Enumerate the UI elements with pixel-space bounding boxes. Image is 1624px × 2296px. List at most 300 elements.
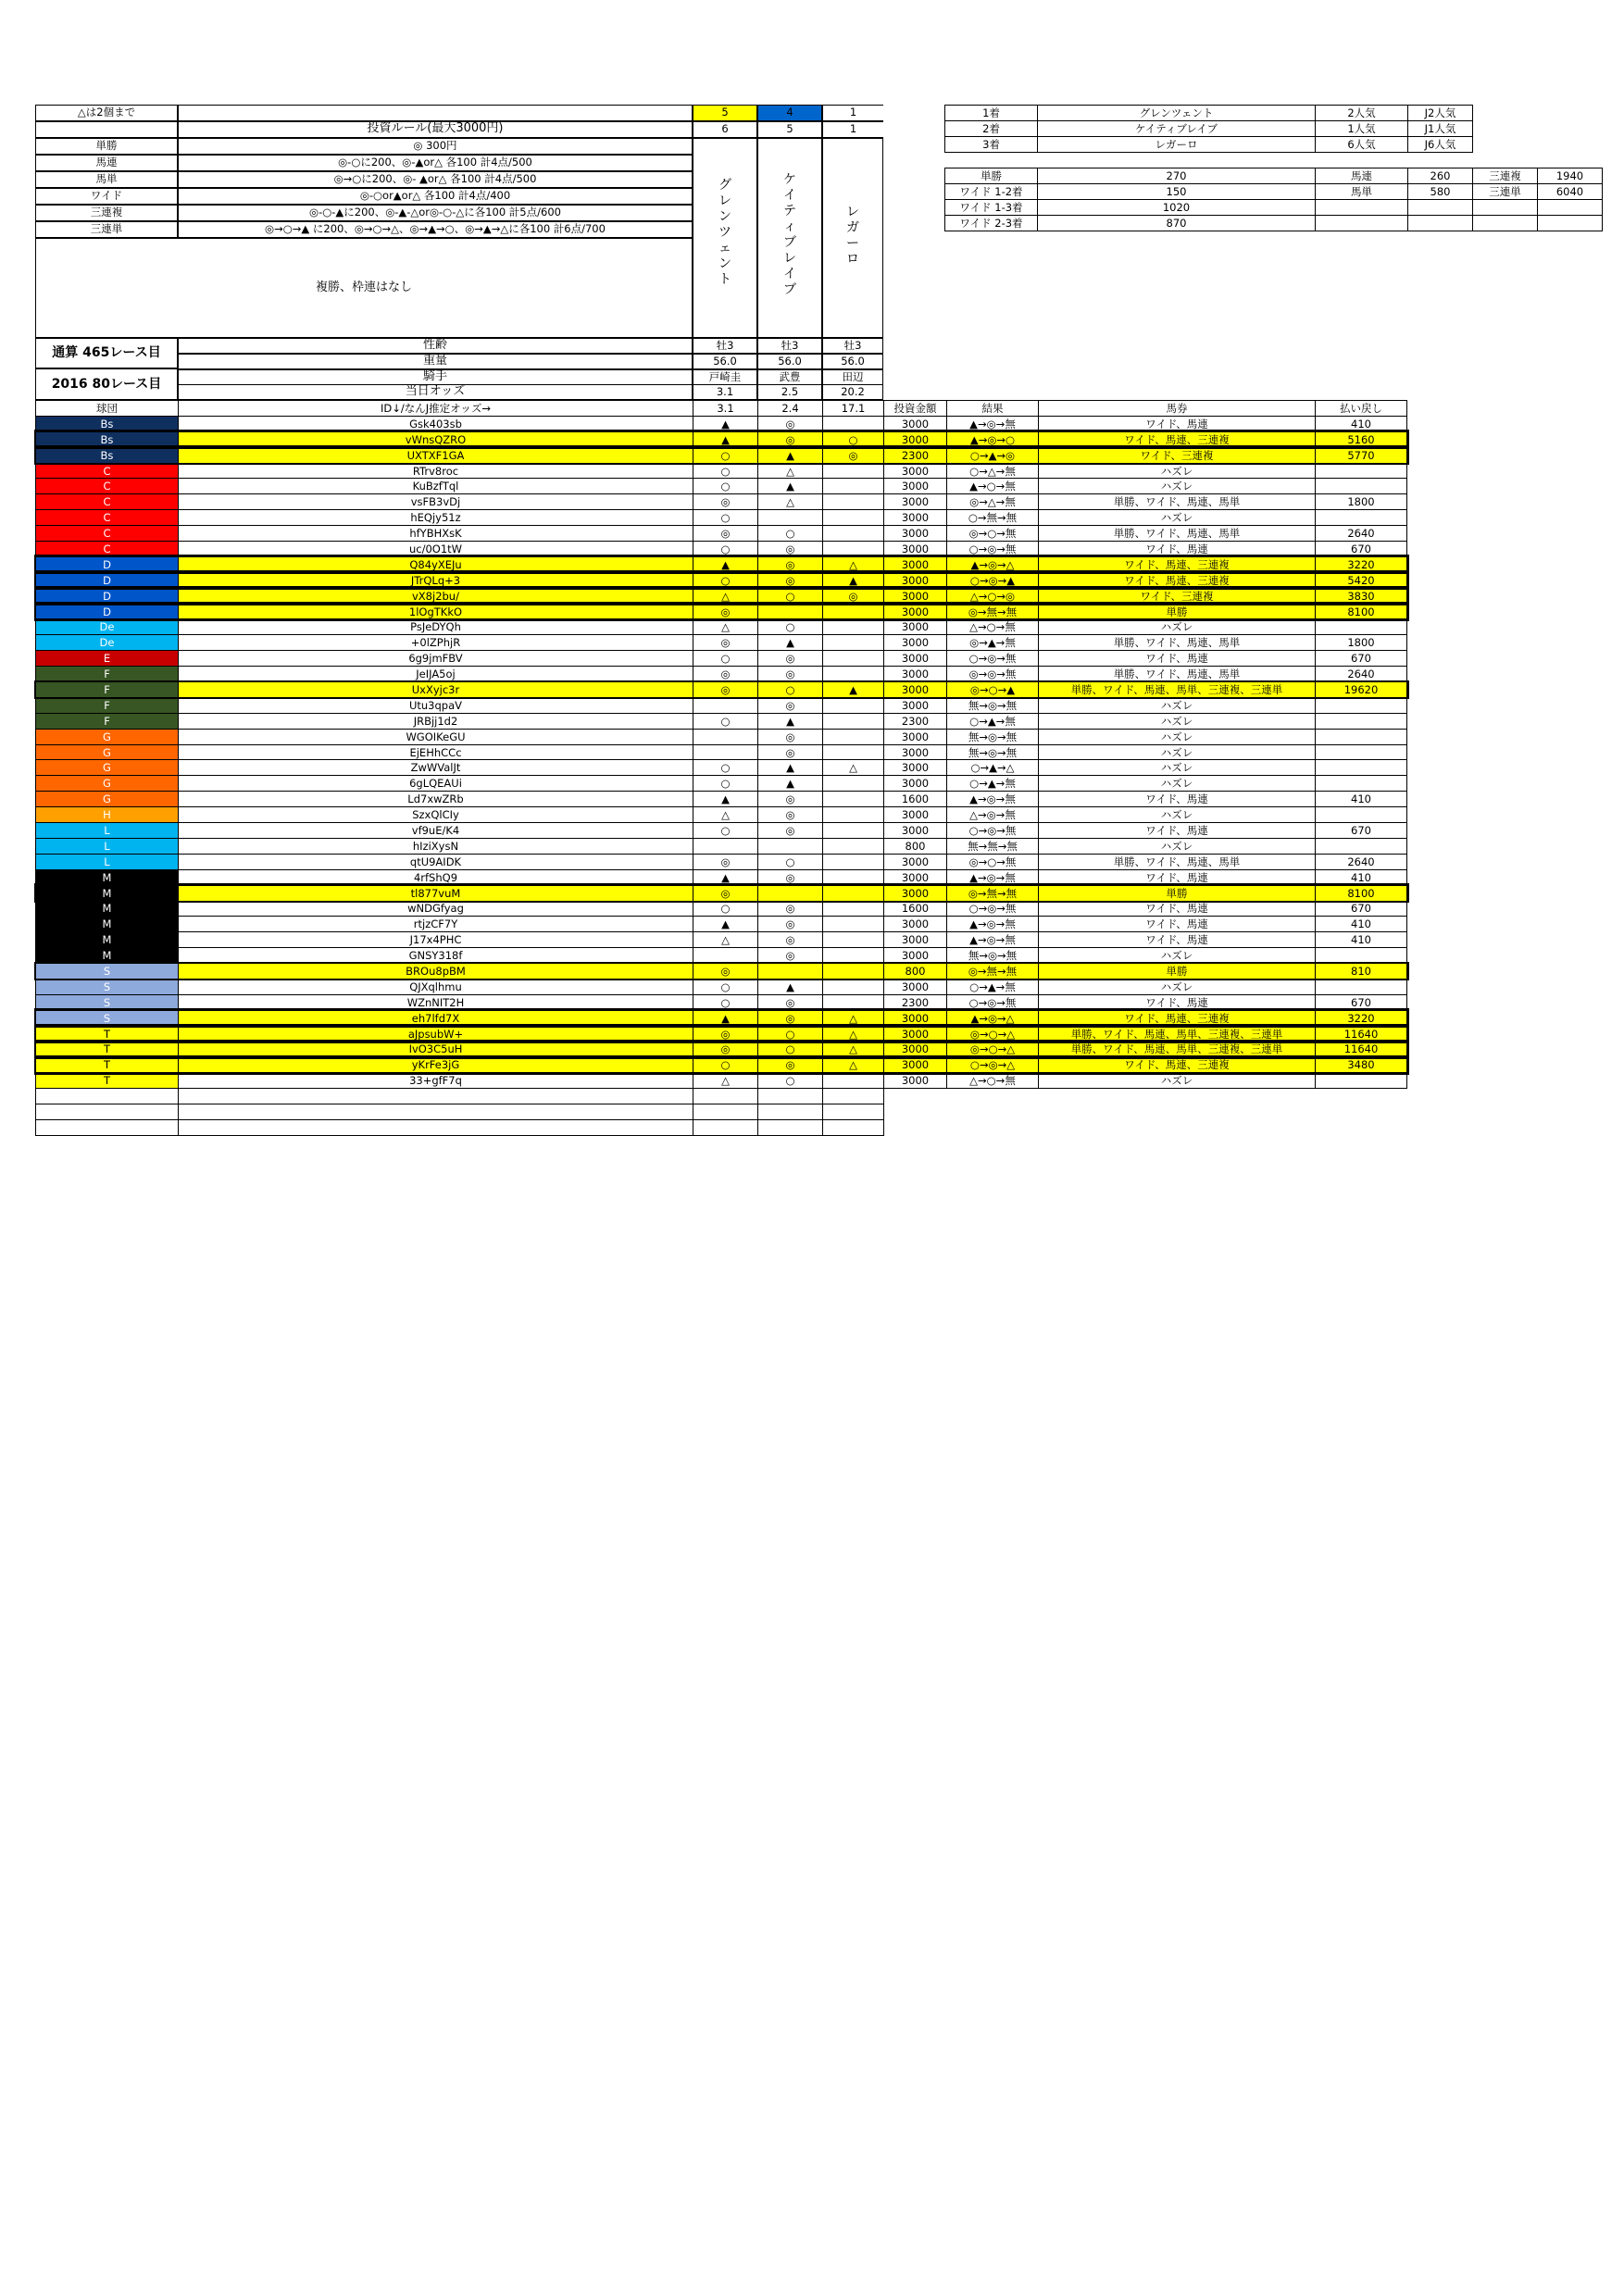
empty-cell <box>823 1119 884 1135</box>
data-cell: BROu8pBM <box>179 964 693 980</box>
header-cell: 結果 <box>947 401 1039 417</box>
data-cell: ◎→○→△ <box>947 1026 1039 1042</box>
payout-cell: 馬単 <box>1316 183 1408 199</box>
data-cell: ◎ <box>693 964 758 980</box>
payout-cell: 三連単 <box>1473 183 1538 199</box>
empty-cell <box>758 1089 823 1104</box>
table-row <box>36 416 1407 431</box>
data-cell <box>1316 729 1407 744</box>
empty-cell <box>758 1104 823 1120</box>
team-cell: De <box>36 635 179 651</box>
data-cell <box>823 542 884 557</box>
finish-cell: レガーロ <box>1038 136 1316 152</box>
data-cell <box>823 494 884 510</box>
data-cell: ▲ <box>758 713 823 729</box>
rule-bet-type: 三連単 <box>35 221 178 238</box>
data-cell: ハズレ <box>1039 948 1316 964</box>
data-cell: △ <box>823 1042 884 1057</box>
data-cell: ハズレ <box>1039 479 1316 494</box>
finish-cell: グレンツェント <box>1038 106 1316 121</box>
empty-cell <box>179 1104 693 1120</box>
data-cell: ハズレ <box>1039 510 1316 526</box>
data-cell: ◎ <box>758 948 823 964</box>
data-cell: 3000 <box>884 651 947 667</box>
rule-bet-type: 馬単 <box>35 171 178 188</box>
payout-cell: 1940 <box>1538 168 1603 184</box>
data-cell: 無→◎→無 <box>947 744 1039 760</box>
data-cell: △ <box>693 1073 758 1089</box>
data-cell <box>823 901 884 917</box>
data-cell <box>1316 713 1407 729</box>
team-cell: Bs <box>36 431 179 447</box>
table-row <box>36 917 1407 932</box>
data-cell: 3000 <box>884 619 947 635</box>
data-cell: 3000 <box>884 1026 947 1042</box>
data-cell: ▲ <box>758 447 823 463</box>
data-cell <box>823 667 884 682</box>
info-value: 2.5 <box>757 384 822 400</box>
rule-bet-type: 単勝 <box>35 138 178 155</box>
table-row <box>36 713 1407 729</box>
data-cell: 3000 <box>884 979 947 994</box>
data-cell <box>1316 510 1407 526</box>
data-cell: 3830 <box>1316 588 1407 604</box>
data-cell: ▲→◎→無 <box>947 792 1039 807</box>
rule-text: ◎-○に200、◎-▲or△ 各100 計4点/500 <box>178 155 693 171</box>
data-cell: 3000 <box>884 744 947 760</box>
team-cell: C <box>36 542 179 557</box>
data-cell: ハズレ <box>1039 697 1316 713</box>
payout-cell: 馬連 <box>1316 168 1408 184</box>
data-cell <box>1316 744 1407 760</box>
finish-cell: 2人気 <box>1316 106 1408 121</box>
data-cell <box>693 729 758 744</box>
data-cell: ◎ <box>758 932 823 948</box>
data-cell: 無→◎→無 <box>947 948 1039 964</box>
team-cell: D <box>36 556 179 572</box>
table-row <box>36 807 1407 823</box>
data-cell: uc/0O1tW <box>179 542 693 557</box>
team-cell: T <box>36 1057 179 1073</box>
data-cell: ◎ <box>693 682 758 698</box>
data-cell: 3220 <box>1316 556 1407 572</box>
data-cell: ワイド、馬連 <box>1039 416 1316 431</box>
data-cell: ○ <box>693 1057 758 1073</box>
data-cell: QJXqlhmu <box>179 979 693 994</box>
data-cell: ○→◎→無 <box>947 901 1039 917</box>
data-cell: ◎ <box>693 494 758 510</box>
data-cell: 410 <box>1316 932 1407 948</box>
team-cell: G <box>36 729 179 744</box>
data-cell <box>823 964 884 980</box>
data-cell: ○→◎→無 <box>947 651 1039 667</box>
data-cell: ▲ <box>758 635 823 651</box>
data-cell: rtjzCF7Y <box>179 917 693 932</box>
blank <box>884 1119 1407 1135</box>
popularity: 6 <box>693 121 757 138</box>
data-cell: yKrFe3jG <box>179 1057 693 1073</box>
team-cell: S <box>36 979 179 994</box>
table-row <box>36 635 1407 651</box>
data-cell: △ <box>823 556 884 572</box>
data-cell: 3000 <box>884 604 947 619</box>
popularity: 5 <box>757 121 822 138</box>
data-cell: 単勝、ワイド、馬連、馬単 <box>1039 635 1316 651</box>
data-cell <box>758 838 823 854</box>
team-cell: M <box>36 948 179 964</box>
data-cell: ◎ <box>758 823 823 839</box>
team-cell: H <box>36 807 179 823</box>
data-cell: ○ <box>758 526 823 542</box>
data-cell <box>823 932 884 948</box>
data-cell: ◎ <box>758 697 823 713</box>
data-cell <box>1316 979 1407 994</box>
data-cell: ○→▲→無 <box>947 713 1039 729</box>
finish-cell: 1着 <box>945 106 1038 121</box>
data-cell: ◎ <box>758 1010 823 1026</box>
data-cell <box>1316 619 1407 635</box>
table-row <box>36 776 1407 792</box>
data-cell: 2300 <box>884 994 947 1010</box>
table-row <box>36 792 1407 807</box>
data-cell: ○ <box>693 510 758 526</box>
data-cell: ◎ <box>758 572 823 588</box>
data-cell: ▲ <box>823 682 884 698</box>
payout-cell: 260 <box>1408 168 1473 184</box>
data-cell: ◎→◎→無 <box>947 667 1039 682</box>
horse-name: グレンツェント <box>718 178 731 287</box>
data-cell <box>823 823 884 839</box>
data-cell: Ld7xwZRb <box>179 792 693 807</box>
data-cell: 単勝 <box>1039 964 1316 980</box>
data-cell: 3000 <box>884 760 947 776</box>
table-row <box>36 447 1407 463</box>
team-cell: D <box>36 604 179 619</box>
table-row <box>36 932 1407 948</box>
data-cell: JeIJA5oj <box>179 667 693 682</box>
rule-text: ◎-○or▲or△ 各100 計4点/400 <box>178 188 693 205</box>
data-cell: 1lOgTKkO <box>179 604 693 619</box>
data-cell: △ <box>823 1057 884 1073</box>
data-cell: 無→◎→無 <box>947 697 1039 713</box>
data-cell: ◎→▲→無 <box>947 635 1039 651</box>
data-cell: ◎→無→無 <box>947 604 1039 619</box>
data-cell <box>823 619 884 635</box>
finish-cell: J6人気 <box>1408 136 1473 152</box>
finish-row <box>945 120 1473 136</box>
table-row <box>36 526 1407 542</box>
team-cell: T <box>36 1026 179 1042</box>
empty-cell <box>36 1104 179 1120</box>
data-cell <box>823 729 884 744</box>
data-cell: 3000 <box>884 697 947 713</box>
note: 複勝、枠連はなし <box>35 238 693 338</box>
data-cell: 2640 <box>1316 526 1407 542</box>
data-cell: ○ <box>693 542 758 557</box>
data-cell <box>693 948 758 964</box>
payout-cell: 6040 <box>1538 183 1603 199</box>
data-cell: ワイド、馬連 <box>1039 917 1316 932</box>
data-cell: ○ <box>823 431 884 447</box>
team-cell: M <box>36 932 179 948</box>
data-cell: 11640 <box>1316 1026 1407 1042</box>
data-cell: ○ <box>693 979 758 994</box>
data-cell <box>823 697 884 713</box>
data-cell: ○ <box>693 463 758 479</box>
table-row <box>36 979 1407 994</box>
data-cell <box>758 604 823 619</box>
team-cell: C <box>36 494 179 510</box>
team-cell: M <box>36 901 179 917</box>
data-cell: ▲→◎→無 <box>947 869 1039 885</box>
data-cell: 単勝、ワイド、馬連、馬単 <box>1039 854 1316 869</box>
data-cell: hfYBHXsK <box>179 526 693 542</box>
data-cell: ◎→無→無 <box>947 964 1039 980</box>
data-cell: GNSY318f <box>179 948 693 964</box>
data-cell: ◎→○→無 <box>947 526 1039 542</box>
data-cell: ◎ <box>758 994 823 1010</box>
data-cell: wNDGfyag <box>179 901 693 917</box>
data-cell: ◎ <box>693 635 758 651</box>
prediction-table <box>35 400 1407 1136</box>
team-cell: M <box>36 885 179 901</box>
team-cell: Bs <box>36 416 179 431</box>
team-cell: G <box>36 760 179 776</box>
data-cell: ▲→◎→△ <box>947 556 1039 572</box>
data-cell: △ <box>693 588 758 604</box>
team-cell: L <box>36 823 179 839</box>
info-value: 戸崎圭 <box>693 369 757 385</box>
table-row <box>36 604 1407 619</box>
data-cell: △ <box>758 494 823 510</box>
data-cell: 3000 <box>884 885 947 901</box>
team-cell: F <box>36 697 179 713</box>
data-cell: △→◎→無 <box>947 807 1039 823</box>
team-cell: M <box>36 869 179 885</box>
data-cell: ◎→無→無 <box>947 885 1039 901</box>
data-cell <box>1316 1073 1407 1089</box>
data-cell: ◎ <box>758 431 823 447</box>
data-cell: ▲→◎→無 <box>947 917 1039 932</box>
data-cell: ▲ <box>758 776 823 792</box>
data-cell: ▲ <box>693 1010 758 1026</box>
data-cell <box>823 463 884 479</box>
data-cell: ◎ <box>758 416 823 431</box>
data-cell <box>823 635 884 651</box>
data-cell: hIziXysN <box>179 838 693 854</box>
data-cell: ○ <box>693 479 758 494</box>
data-cell: ◎ <box>693 885 758 901</box>
data-cell: 3000 <box>884 776 947 792</box>
data-cell <box>823 869 884 885</box>
data-cell: 3000 <box>884 510 947 526</box>
payout-cell <box>1316 215 1408 231</box>
data-cell: Gsk403sb <box>179 416 693 431</box>
table-row <box>36 479 1407 494</box>
finish-cell: 3着 <box>945 136 1038 152</box>
data-cell: 1800 <box>1316 635 1407 651</box>
empty-row <box>36 1104 1407 1120</box>
info-value: 武豊 <box>757 369 822 385</box>
popularity: 1 <box>822 121 883 138</box>
table-row <box>36 885 1407 901</box>
header-cell: 17.1 <box>823 401 884 417</box>
data-cell <box>823 604 884 619</box>
empty-row <box>36 1089 1407 1104</box>
table-row <box>36 682 1407 698</box>
team-cell: F <box>36 667 179 682</box>
info-label: 重量 <box>178 354 693 369</box>
data-cell: ○→▲→無 <box>947 776 1039 792</box>
finish-cell: J2人気 <box>1408 106 1473 121</box>
table-row <box>36 823 1407 839</box>
data-cell: ワイド、三連複 <box>1039 588 1316 604</box>
data-cell: ハズレ <box>1039 619 1316 635</box>
table-row <box>36 697 1407 713</box>
table-row <box>36 1073 1407 1089</box>
info-value: 牡3 <box>822 338 883 354</box>
data-cell: ▲ <box>693 556 758 572</box>
payout-cell: 580 <box>1408 183 1473 199</box>
data-cell: qtU9AIDK <box>179 854 693 869</box>
empty-cell <box>693 1119 758 1135</box>
data-cell: ▲ <box>693 416 758 431</box>
team-cell: L <box>36 838 179 854</box>
data-cell: 3000 <box>884 635 947 651</box>
data-cell: ◎ <box>823 447 884 463</box>
table-header <box>36 401 1407 417</box>
data-cell: ワイド、馬連 <box>1039 932 1316 948</box>
data-cell: 3000 <box>884 1057 947 1073</box>
data-cell: 3000 <box>884 729 947 744</box>
data-cell: ▲ <box>758 479 823 494</box>
data-cell: 3000 <box>884 494 947 510</box>
data-cell: ○→▲→△ <box>947 760 1039 776</box>
data-cell: 3480 <box>1316 1057 1407 1073</box>
header-cell: 投資金額 <box>884 401 947 417</box>
table-row <box>36 651 1407 667</box>
data-cell: ハズレ <box>1039 713 1316 729</box>
team-cell: Bs <box>36 447 179 463</box>
payout-cell: 870 <box>1038 215 1316 231</box>
data-cell: ◎ <box>758 556 823 572</box>
team-cell: E <box>36 651 179 667</box>
data-cell: ハズレ <box>1039 744 1316 760</box>
data-cell: ○ <box>693 651 758 667</box>
data-cell: ワイド、馬連 <box>1039 542 1316 557</box>
info-value: 56.0 <box>693 354 757 369</box>
data-cell <box>693 697 758 713</box>
table-row <box>36 729 1407 744</box>
data-cell <box>1316 760 1407 776</box>
data-cell: ワイド、馬連 <box>1039 901 1316 917</box>
team-cell: C <box>36 526 179 542</box>
data-cell: PsJeDYQh <box>179 619 693 635</box>
team-cell: M <box>36 917 179 932</box>
data-cell: 単勝、ワイド、馬連、馬単 <box>1039 526 1316 542</box>
data-cell: 単勝、ワイド、馬連、馬単、三連複、三連単 <box>1039 1042 1316 1057</box>
rule-bet-type: 三連複 <box>35 205 178 221</box>
data-cell: ◎ <box>758 807 823 823</box>
data-cell <box>823 792 884 807</box>
data-cell: ◎ <box>758 542 823 557</box>
data-cell: 670 <box>1316 901 1407 917</box>
data-cell: 3000 <box>884 463 947 479</box>
data-cell: ○ <box>758 619 823 635</box>
table-row <box>36 1042 1407 1057</box>
rule-text: ◎-○-▲に200、◎-▲-△or◎-○-△に各100 計5点/600 <box>178 205 693 221</box>
rule-bet-type: 馬連 <box>35 155 178 171</box>
data-cell: ○→無→無 <box>947 510 1039 526</box>
data-cell: ◎ <box>693 526 758 542</box>
race-year: 2016 80レース目 <box>35 368 178 400</box>
data-cell: ○ <box>758 682 823 698</box>
info-value: 56.0 <box>757 354 822 369</box>
finish-cell: 6人気 <box>1316 136 1408 152</box>
rule-bet-type: ワイド <box>35 188 178 205</box>
team-cell: F <box>36 682 179 698</box>
empty-cell <box>179 1089 693 1104</box>
data-cell: ワイド、馬連 <box>1039 869 1316 885</box>
data-cell <box>823 838 884 854</box>
data-cell: J17x4PHC <box>179 932 693 948</box>
data-cell: 3000 <box>884 823 947 839</box>
data-cell: △ <box>823 760 884 776</box>
data-cell: ハズレ <box>1039 1073 1316 1089</box>
data-cell: IvO3C5uH <box>179 1042 693 1057</box>
data-cell: ○→◎→△ <box>947 1057 1039 1073</box>
data-cell: 5770 <box>1316 447 1407 463</box>
data-cell: 810 <box>1316 964 1407 980</box>
data-cell <box>1316 948 1407 964</box>
payout-cell <box>1316 199 1408 215</box>
data-cell: ▲ <box>758 760 823 776</box>
data-cell: Q84yXEJu <box>179 556 693 572</box>
data-cell: ワイド、馬連 <box>1039 823 1316 839</box>
data-cell: 単勝、ワイド、馬連、馬単 <box>1039 494 1316 510</box>
data-cell: eh7lfd7X <box>179 1010 693 1026</box>
data-cell: ◎ <box>758 869 823 885</box>
table-row <box>36 556 1407 572</box>
data-cell: 19620 <box>1316 682 1407 698</box>
data-cell <box>823 1073 884 1089</box>
empty-cell <box>758 1119 823 1135</box>
header-cell: ID↓/なんJ推定オッズ→ <box>179 401 693 417</box>
table-row <box>36 994 1407 1010</box>
data-cell: ◎ <box>758 901 823 917</box>
data-cell: 3000 <box>884 1042 947 1057</box>
finish-row <box>945 106 1473 121</box>
data-cell: 410 <box>1316 416 1407 431</box>
data-cell: 1600 <box>884 792 947 807</box>
data-cell: 単勝 <box>1039 604 1316 619</box>
data-cell: 3000 <box>884 526 947 542</box>
data-cell: ハズレ <box>1039 760 1316 776</box>
data-cell: 2300 <box>884 447 947 463</box>
data-cell: ワイド、馬連 <box>1039 792 1316 807</box>
empty-cell <box>693 1104 758 1120</box>
data-cell: JRBjj1d2 <box>179 713 693 729</box>
data-cell <box>693 744 758 760</box>
table-row <box>36 463 1407 479</box>
data-cell: 3000 <box>884 588 947 604</box>
data-cell: △→○→◎ <box>947 588 1039 604</box>
data-cell: ◎ <box>693 604 758 619</box>
team-cell: D <box>36 588 179 604</box>
data-cell: ハズレ <box>1039 729 1316 744</box>
team-cell: G <box>36 744 179 760</box>
data-cell: 800 <box>884 964 947 980</box>
